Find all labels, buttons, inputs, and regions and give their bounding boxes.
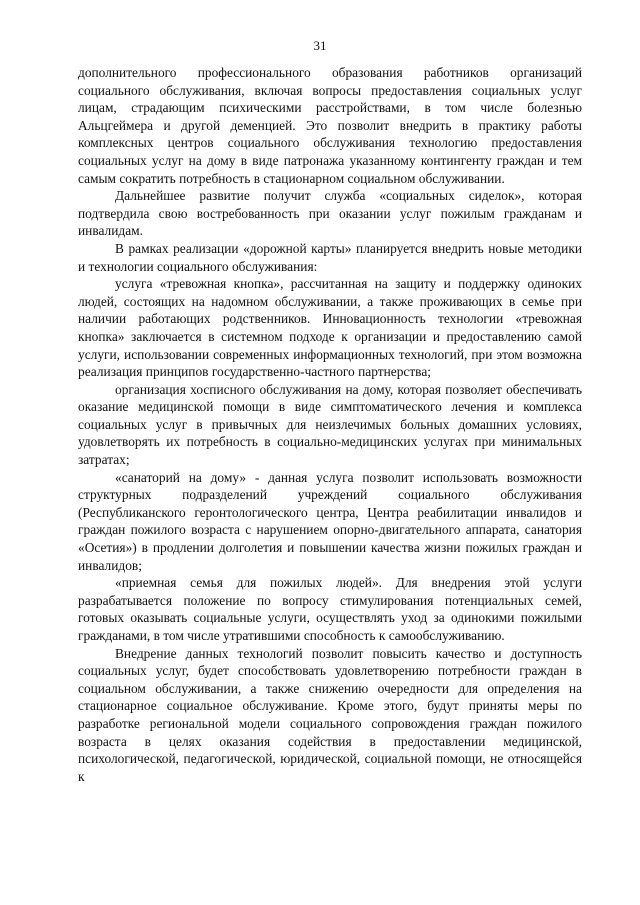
- body-text: [78, 64, 582, 785]
- paragraph-roadmap-intro: В рамках реализации «дорожной карты» планируется внедрить новые методики и технологии социального обслуживания:: [78, 240, 582, 274]
- paragraph-continued: дополнительного профессионального образования работников организаций социального обслуживания, включая вопросы предоставления социальных услуг лицам, страдающим психическими расстройствами, в том числе болезнью Альцгеймера и другой деменцией. Это позволит внедрить в практику работы комплексных центров социального обслуживания технологию предоставления социальных услуг на дому в виде патронажа указанному контингенту граждан и тем самым сократить потребность в стационарном социальном обслуживании.: [78, 65, 582, 186]
- page-number: 31: [313, 38, 327, 53]
- list-item-hospice-care: организация хосписного обслуживания на дому, которая позволяет обеспечивать оказание медицинской помощи в виде симптоматического лечения и комплекса социальных услуг в привычных для неизлечимых больных домашних условиях, удовлетворять их потребность в социально-медицинских услугах при минимальных затратах;: [78, 381, 582, 468]
- list-item-foster-family: «приемная семья для пожилых людей». Для внедрения этой услуги разрабатывается положение по вопросу стимулирования потенциальных семей, готовых оказывать социальные услуги, осуществлять уход за одинокими пожилыми гражданами, в том числе утратившими способность к самообслуживанию.: [78, 575, 582, 643]
- paragraph-social-caregivers: Дальнейшее развитие получит служба «социальных сиделок», которая подтвердила свою востребованность при оказании услуг пожилым гражданам и инвалидам.: [78, 188, 582, 239]
- list-item-home-sanatorium: «санаторий на дому» - данная услуга позволит использовать возможности структурных подразделений учреждений социального обслуживания (Республиканского геронтологического центра, Центра реабилитации инвалидов и граждан пожилого возраста с нарушением опорно-двигательного аппарата, санатория «Осетия») в продлении долголетия и повышении качества жизни пожилых граждан и инвалидов;: [78, 469, 582, 573]
- list-item-alarm-button: услуга «тревожная кнопка», рассчитанная на защиту и поддержку одиноких людей, состоящих на надомном обслуживании, а также проживающих в семье при наличии работающих родственников. Инновационность технологии «тревожная кнопка» заключается в системном подходе к организации и предоставлению самой услуги, использовании современных информационных технологий, при этом возможна реализация принципов государственно-частного партнерства;: [78, 276, 582, 380]
- paragraph-conclusion: Внедрение данных технологий позволит повысить качество и доступность социальных услуг, будет способствовать удовлетворению потребности граждан в социальном обслуживании, а также снижению очередности для определения на стационарное социальное обслуживание. Кроме этого, будут приняты меры по разработке региональной модели социального сопровождения граждан пожилого возраста в целях оказания содействия в предоставлении медицинской, психологической, педагогической, юридической, социальной помощи, не относящейся к: [78, 645, 582, 784]
